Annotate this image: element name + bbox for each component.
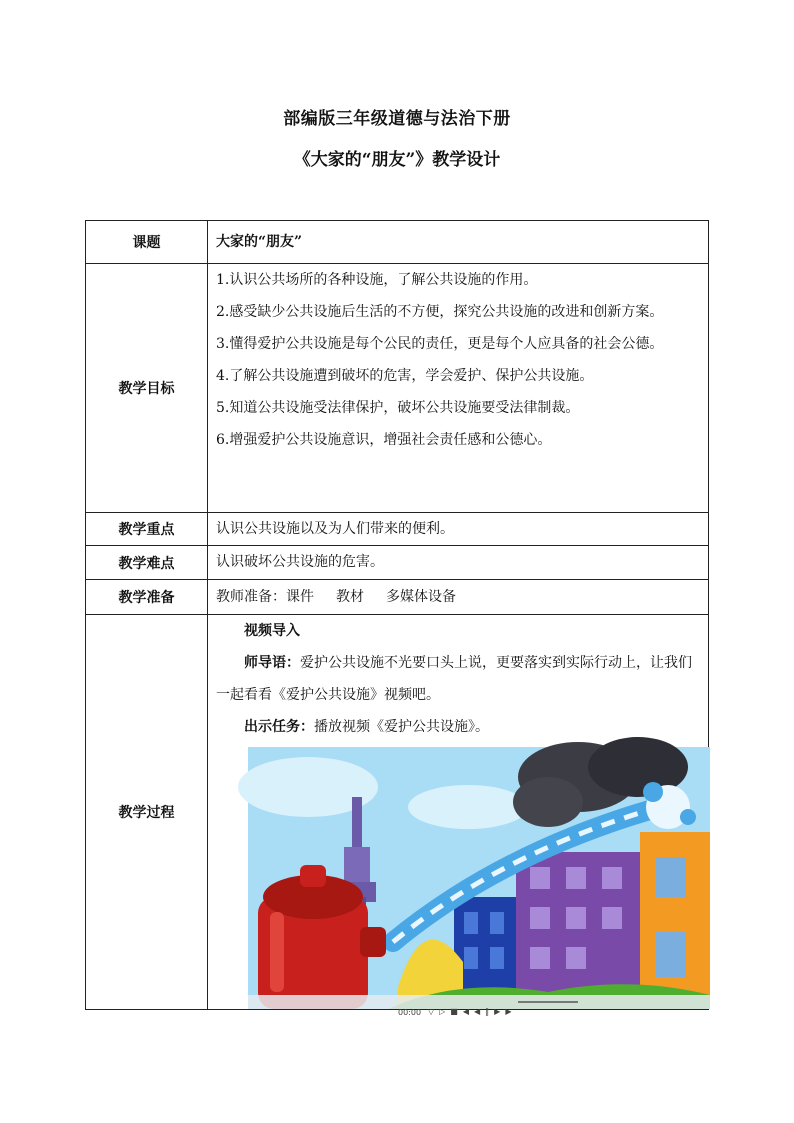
preparation-value <box>208 580 709 615</box>
task-label: 出示任务： <box>244 719 314 735</box>
video-control-bar[interactable] <box>248 995 710 1017</box>
video-illustration[interactable] <box>248 747 710 1017</box>
goal-item: 4.了解公共设施遭到破坏的危害，学会爱护、保护公共设施。 <box>216 368 594 384</box>
goal-item: 5.知道公共设施受法律保护，破坏公共设施要受法律制裁。 <box>216 400 580 416</box>
topic-label: 课题 <box>86 221 208 264</box>
prep-item: 教师准备：课件 <box>216 589 314 605</box>
task-text: 播放视频《爱护公共设施》。 <box>314 719 489 735</box>
difficulty-value: 认识破坏公共设施的危害。 <box>208 546 709 580</box>
key-point-value: 认识公共设施以及为人们带来的便利。 <box>208 513 709 546</box>
goal-item: 1.认识公共场所的各种设施，了解公共设施的作用。 <box>216 272 538 288</box>
goals-label: 教学目标 <box>86 264 208 513</box>
key-point-label: 教学重点 <box>86 513 208 546</box>
process-label: 教学过程 <box>86 615 208 1010</box>
guide-label: 师导语： <box>244 655 300 671</box>
preparation-label: 教学准备 <box>86 580 208 615</box>
document-title-line2: 《大家的“朋友”》教学设计 <box>293 150 501 170</box>
process-content <box>208 615 709 1017</box>
guide-text: 爱护公共设施不光要口头上说，更要落实到实际行动上，让我们一起看看《爱护公共设施》视频吧。 <box>216 655 692 703</box>
prep-item: 教材 <box>336 589 364 605</box>
prep-item: 多媒体设备 <box>386 589 456 605</box>
lesson-plan-table <box>85 220 709 1017</box>
video-play-controls[interactable]: ▽▷■◀◀‖▶▶ <box>428 1007 517 1016</box>
video-volume-bar[interactable] <box>518 1001 578 1003</box>
cartoon-scene-image <box>248 747 710 1009</box>
video-time: 00:00 <box>398 1008 422 1017</box>
goal-item: 3.懂得爱护公共设施是每个公民的责任，更是每个人应具备的社会公德。 <box>216 336 664 352</box>
process-heading: 视频导入 <box>244 623 300 639</box>
difficulty-label: 教学难点 <box>86 546 208 580</box>
goal-item: 2.感受缺少公共设施后生活的不方便，探究公共设施的改进和创新方案。 <box>216 304 664 320</box>
goals-list <box>208 264 709 513</box>
document-title-line1: 部编版三年级道德与法治下册 <box>283 109 511 129</box>
topic-value: 大家的“朋友” <box>208 221 709 264</box>
goal-item: 6.增强爱护公共设施意识，增强社会责任感和公德心。 <box>216 432 552 448</box>
